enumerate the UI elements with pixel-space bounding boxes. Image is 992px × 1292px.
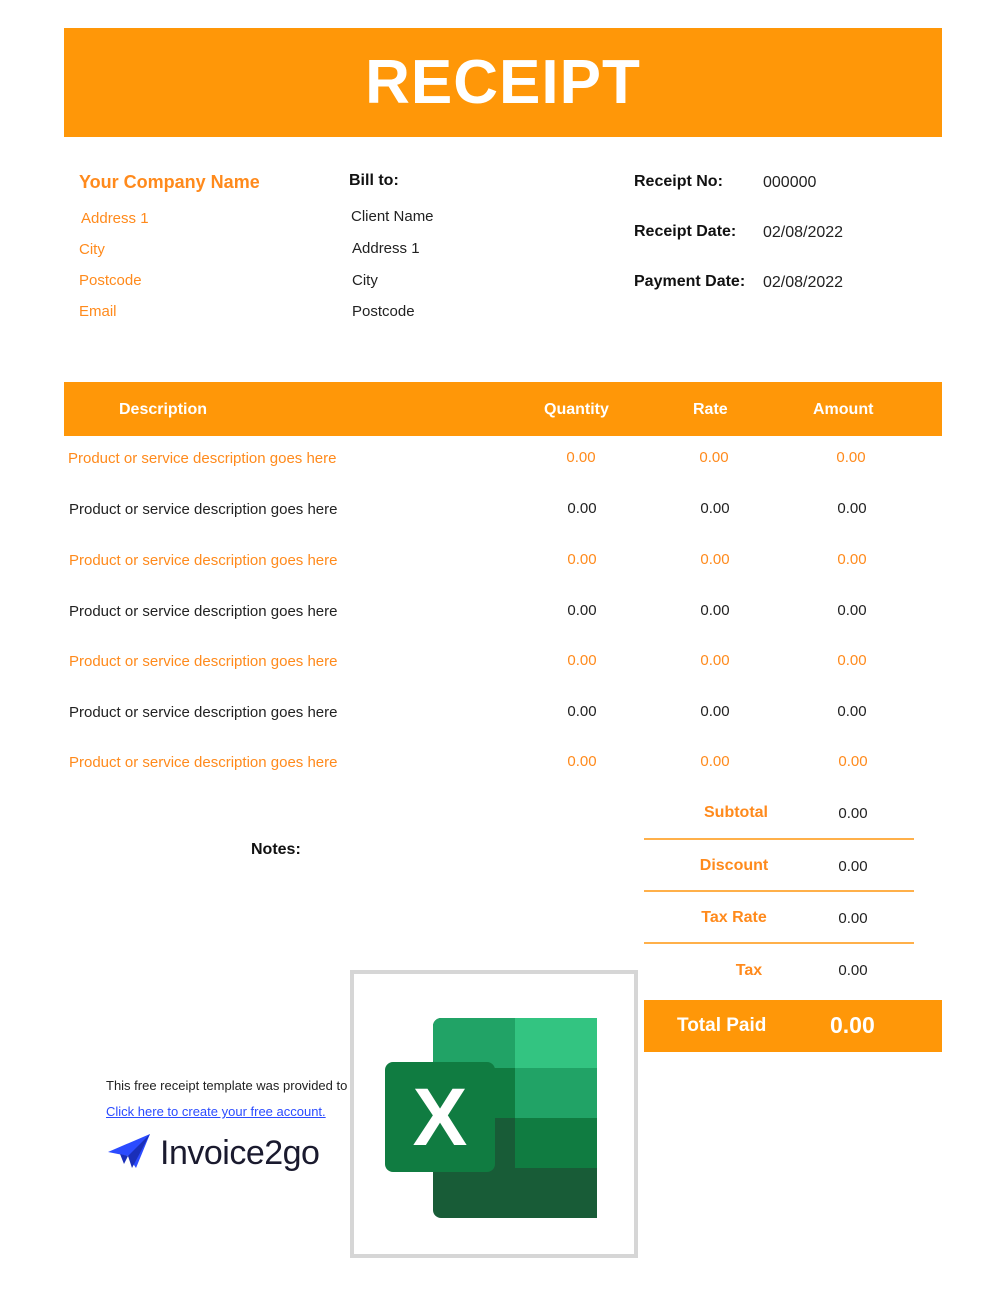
row-quantity: 0.00: [567, 652, 597, 669]
row-rate: 0.00: [700, 551, 730, 568]
invoice2go-logo[interactable]: [106, 1130, 319, 1176]
subtotal-label: Subtotal: [704, 804, 768, 821]
row-description: Product or service description goes here: [69, 552, 338, 569]
tax-rate-value: 0.00: [838, 910, 868, 927]
row-amount: 0.00: [837, 500, 867, 517]
bill-to-title: Bill to:: [349, 172, 399, 189]
table-row: [64, 487, 942, 537]
excel-logo-card: [350, 970, 638, 1258]
row-description: Product or service description goes here: [69, 704, 338, 721]
discount-label: Discount: [699, 857, 769, 874]
tax-rate-label: Tax Rate: [701, 909, 767, 926]
excel-icon: [354, 974, 634, 1254]
row-amount: 0.00: [837, 551, 867, 568]
company-city: City: [79, 241, 105, 258]
receipt-header-bar: [64, 28, 942, 137]
company-name: Your Company Name: [79, 172, 260, 192]
tax-value: 0.00: [838, 962, 868, 979]
row-quantity: 0.00: [567, 551, 597, 568]
table-row: [64, 740, 942, 790]
row-quantity: 0.00: [567, 703, 597, 720]
bill-to-address: Address 1: [352, 240, 420, 257]
table-row: [64, 538, 942, 588]
row-quantity: 0.00: [567, 602, 597, 619]
row-rate: 0.00: [699, 449, 729, 466]
notes-label: Notes:: [251, 841, 301, 858]
paper-plane-icon: [106, 1132, 152, 1175]
row-description: Product or service description goes here: [69, 603, 338, 620]
table-row: [64, 436, 942, 486]
line-items-header: [64, 382, 942, 436]
promo-text: This free receipt template was provided to: [106, 1078, 348, 1093]
company-postcode: Postcode: [79, 272, 142, 289]
excel-letter: X: [412, 1072, 468, 1163]
row-quantity: 0.00: [567, 500, 597, 517]
row-description: Product or service description goes here: [69, 501, 338, 518]
company-address: Address 1: [81, 210, 149, 227]
summary-divider: [644, 942, 914, 944]
row-rate: 0.00: [700, 602, 730, 619]
receipt-date-value: 02/08/2022: [763, 224, 844, 241]
receipt-no-label: Receipt No:: [634, 173, 723, 190]
receipt-title: RECEIPT: [365, 48, 641, 117]
row-quantity: 0.00: [567, 753, 597, 770]
summary-divider: [644, 890, 914, 892]
row-rate: 0.00: [700, 703, 730, 720]
row-rate: 0.00: [700, 753, 730, 770]
total-paid-value: 0.00: [830, 1012, 875, 1038]
row-description: Product or service description goes here: [68, 450, 337, 467]
total-paid-label: Total Paid: [677, 1015, 767, 1036]
receipt-no-value: 000000: [763, 174, 817, 191]
row-amount: 0.00: [837, 703, 867, 720]
bill-to-postcode: Postcode: [352, 303, 415, 320]
table-row: [64, 639, 942, 689]
row-amount: 0.00: [836, 449, 866, 466]
column-header-rate: Rate: [693, 401, 728, 418]
tax-label: Tax: [735, 962, 763, 979]
subtotal-value: 0.00: [838, 805, 868, 822]
table-row: [64, 690, 942, 740]
payment-date-value: 02/08/2022: [763, 274, 844, 291]
row-description: Product or service description goes here: [69, 653, 338, 670]
bill-to-client-name: Client Name: [351, 208, 434, 225]
create-account-link[interactable]: Click here to create your free account.: [106, 1104, 326, 1119]
column-header-amount: Amount: [813, 401, 874, 418]
total-paid-bar: [644, 1000, 942, 1052]
payment-date-label: Payment Date:: [634, 273, 746, 290]
company-email: Email: [79, 303, 117, 320]
row-amount: 0.00: [838, 753, 868, 770]
column-header-description: Description: [119, 401, 208, 418]
receipt-date-label: Receipt Date:: [634, 223, 737, 240]
row-rate: 0.00: [700, 652, 730, 669]
row-description: Product or service description goes here: [69, 754, 338, 771]
row-rate: 0.00: [700, 500, 730, 517]
discount-value: 0.00: [838, 858, 868, 875]
column-header-quantity: Quantity: [544, 401, 609, 418]
brand-name: Invoice2go: [160, 1133, 320, 1172]
summary-divider: [644, 838, 914, 840]
row-quantity: 0.00: [566, 449, 596, 466]
table-row: [64, 589, 942, 639]
bill-to-city: City: [352, 272, 378, 289]
row-amount: 0.00: [837, 602, 867, 619]
row-amount: 0.00: [837, 652, 867, 669]
